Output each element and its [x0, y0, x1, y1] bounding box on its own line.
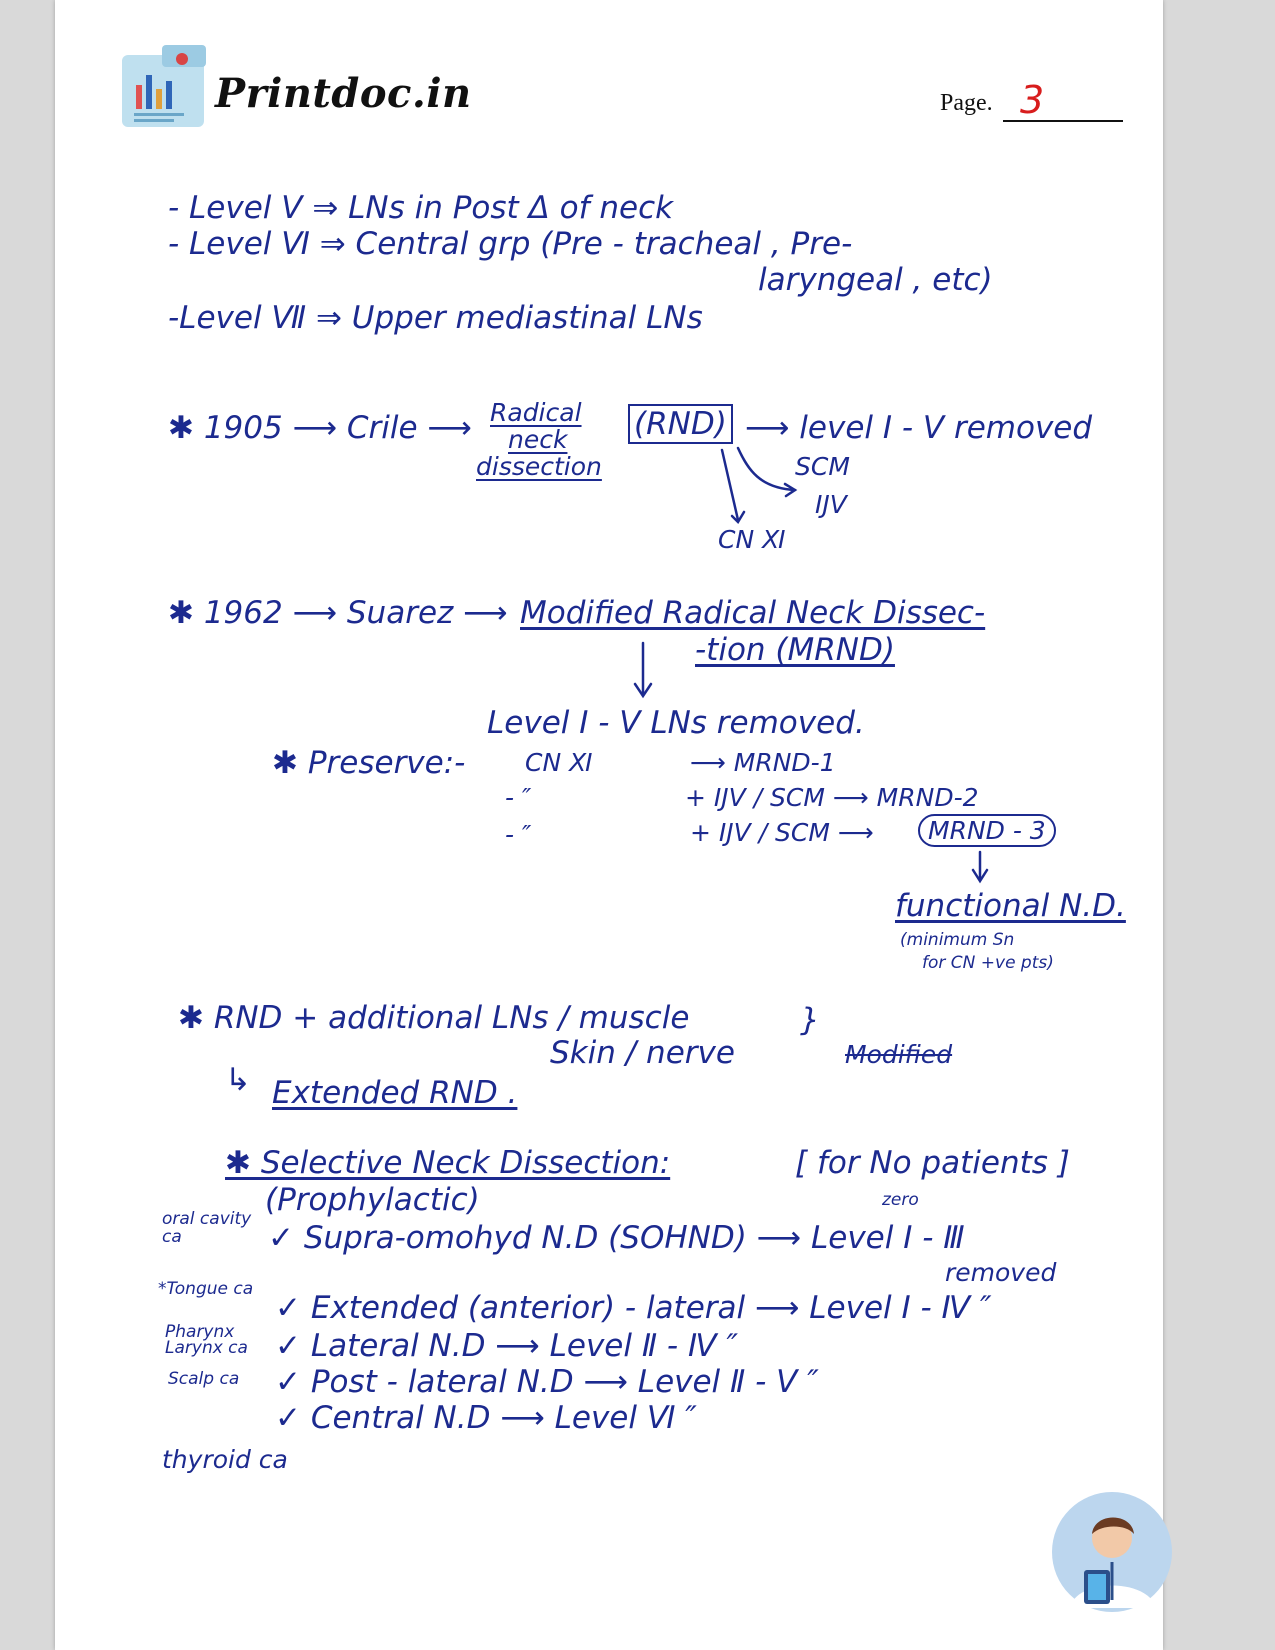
- mrnd-row1-a: CN Ⅺ: [525, 748, 593, 777]
- selective-row5-side: thyroid ca: [162, 1445, 288, 1474]
- mrnd-title-line2: -tion (MRND): [695, 632, 895, 668]
- level-6-continuation: laryngeal , etc): [758, 262, 993, 298]
- rnd-name-line3: dissection: [476, 452, 602, 481]
- mrnd-row2-a: - ″: [505, 783, 532, 812]
- functional-nd: functional N.D.: [895, 888, 1126, 924]
- rnd-ijv: IJV: [815, 490, 847, 519]
- selective-row2: ✓ Extended (anterior) - lateral ⟶ Level Ⅰ - Ⅳ ″: [275, 1290, 992, 1326]
- selective-subtitle: (Prophylactic): [265, 1182, 480, 1218]
- extended-rnd-label: Extended RND .: [272, 1075, 518, 1111]
- extended-line2: Skin / nerve: [550, 1035, 735, 1071]
- selective-row1-removed: removed: [945, 1258, 1057, 1287]
- level-7-line: -Level Ⅶ ⇒ Upper mediastinal LNs: [168, 300, 703, 336]
- rnd-abbreviation: (RND): [628, 404, 733, 444]
- extended-brace-icon: }: [800, 1002, 820, 1038]
- mrnd-lead: ✱ 1962 ⟶ Suarez ⟶: [168, 595, 508, 631]
- selective-row1: ✓ Supra-omohyd N.D (SOHND) ⟶ Level Ⅰ - Ⅲ: [268, 1220, 965, 1256]
- rnd-lead: ✱ 1905 ⟶ Crile ⟶: [168, 410, 472, 446]
- mrnd-levels-removed: Level Ⅰ - Ⅴ LNs removed.: [487, 705, 865, 741]
- selective-bracket: [ for No patients ]: [795, 1145, 1070, 1181]
- selective-row4: ✓ Post - lateral N.D ⟶ Level Ⅱ - Ⅴ ″: [275, 1364, 819, 1400]
- rnd-arrow-to-cn11: [722, 450, 738, 520]
- extended-struck-word: Modified: [845, 1040, 953, 1069]
- mrnd-3-circled: MRND - 3: [918, 814, 1056, 847]
- extended-arrow-icon: ↳: [225, 1062, 251, 1098]
- selective-row1-side: oral cavity ca: [162, 1209, 252, 1247]
- page-label: Page.: [940, 90, 993, 116]
- mrnd-row2-b: + IJV / SCM ⟶ MRND-2: [685, 783, 979, 812]
- level-5-line: - Level Ⅴ ⇒ LNs in Post Δ of neck: [168, 190, 674, 226]
- mrnd-title-line1: Modified Radical Neck Dissec-: [520, 595, 986, 631]
- rnd-name-line2: neck: [508, 425, 568, 454]
- rnd-scm: SCM: [795, 452, 850, 481]
- selective-row4-side: Scalp ca: [168, 1369, 240, 1389]
- functional-note-line1: (minimum Sn: [900, 930, 1015, 950]
- level-6-line: - Level Ⅵ ⇒ Central grp (Pre - tracheal , Pre-: [168, 226, 853, 262]
- extended-line1: ✱ RND + additional LNs / muscle: [178, 1000, 690, 1036]
- mrnd-row3-a: - ″: [505, 820, 532, 849]
- page-number: 3: [1020, 78, 1045, 122]
- functional-note-line2: for CN +ve pts): [922, 953, 1054, 973]
- selective-row3: ✓ Lateral N.D ⟶ Level Ⅱ - Ⅳ ″: [275, 1328, 739, 1364]
- rnd-name-line1: Radical: [490, 398, 582, 427]
- selective-row3-side: Pharynx Larynx ca: [165, 1322, 248, 1358]
- brand-name: Printdoc.in: [215, 70, 472, 117]
- mrnd-row3-b: + IJV / SCM ⟶: [690, 818, 874, 847]
- mrnd-row1-b: ⟶ MRND-1: [690, 748, 836, 777]
- doctor-avatar-icon: [1050, 1490, 1175, 1615]
- mrnd-preserve-label: ✱ Preserve:-: [272, 745, 466, 781]
- selective-zero: zero: [882, 1190, 919, 1210]
- selective-row2-side: *Tongue ca: [158, 1279, 254, 1299]
- rnd-cn11: CN Ⅺ: [718, 525, 786, 554]
- rnd-removed-levels: ⟶ level Ⅰ - Ⅴ removed: [745, 410, 1093, 446]
- selective-row5: ✓ Central N.D ⟶ Level Ⅵ ″: [275, 1400, 697, 1436]
- selective-title: ✱ Selective Neck Dissection:: [225, 1145, 671, 1181]
